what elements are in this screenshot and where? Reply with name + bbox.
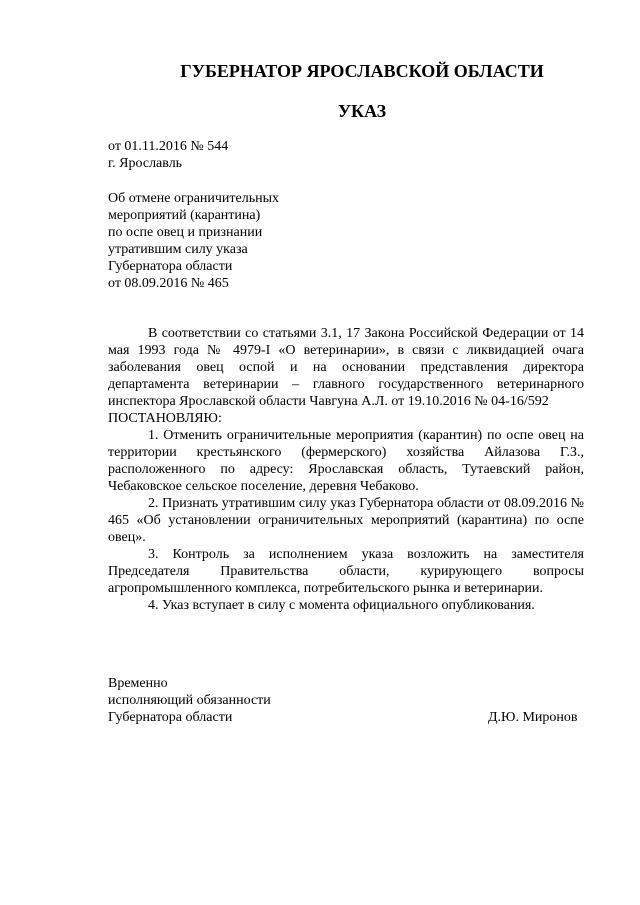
signature-position	[108, 675, 271, 726]
subject-line: от 08.09.2016 № 465	[108, 276, 229, 291]
document-body	[108, 325, 584, 614]
subject-line: по оспе овец и признании	[108, 225, 263, 240]
body-item-2: 2. Признать утратившим силу указ Губернатора области от 08.09.2016 № 465 «Об установлении ограничительных мероприятий (карантина) по оспе овец».	[108, 496, 584, 545]
body-item-4: 4. Указ вступает в силу с момента официального опубликования.	[148, 598, 535, 613]
document-type-title: УКАЗ	[337, 101, 387, 121]
subject-line: Губернатора области	[108, 259, 233, 274]
subject-line: утратившим силу указа	[108, 242, 248, 257]
body-preamble: В соответствии со статьями 3.1, 17 Закона Российской Федерации от 14 мая 1993 года № 4979-I «О ветеринарии», в связи с ликвидацией очага заболевания овец оспой и на основании представления директора департамента ветеринарии – главного государственного ветеринарного инспектора Ярославской области Чавгуна А.Л. от 19.10.2016 № 04-16/592	[108, 326, 584, 409]
document-subject	[108, 190, 279, 292]
body-decree-word: ПОСТАНОВЛЯЮ:	[108, 411, 222, 426]
subject-line: мероприятий (карантина)	[108, 208, 261, 223]
signature-position-line: исполняющий обязанности	[108, 693, 271, 708]
signature-name: Д.Ю. Миронов	[488, 710, 578, 725]
document-city: г. Ярославль	[108, 156, 183, 171]
document-date-number: от 01.11.2016 № 544	[108, 139, 229, 154]
body-item-3: 3. Контроль за исполнением указа возложить на заместителя Председателя Правительства области, курирующего вопросы агропромышленного комплекса, потребительского рынка и ветеринарии.	[108, 547, 584, 596]
signature-position-line: Губернатора области	[108, 710, 233, 725]
body-item-1: 1. Отменить ограничительные мероприятия (карантин) по оспе овец на территории крестьянского (фермерского) хозяйства Айлазова Г.З., расположенного по адресу: Ярославская область, Тутаевский район, Чебаковское сельское поселение, деревня Чебаково.	[108, 428, 584, 494]
document-date-block	[108, 138, 228, 172]
signature-position-line: Временно	[108, 676, 168, 691]
subject-line: Об отмене ограничительных	[108, 191, 280, 206]
document-authority-title: ГУБЕРНАТОР ЯРОСЛАВСКОЙ ОБЛАСТИ	[180, 61, 544, 81]
